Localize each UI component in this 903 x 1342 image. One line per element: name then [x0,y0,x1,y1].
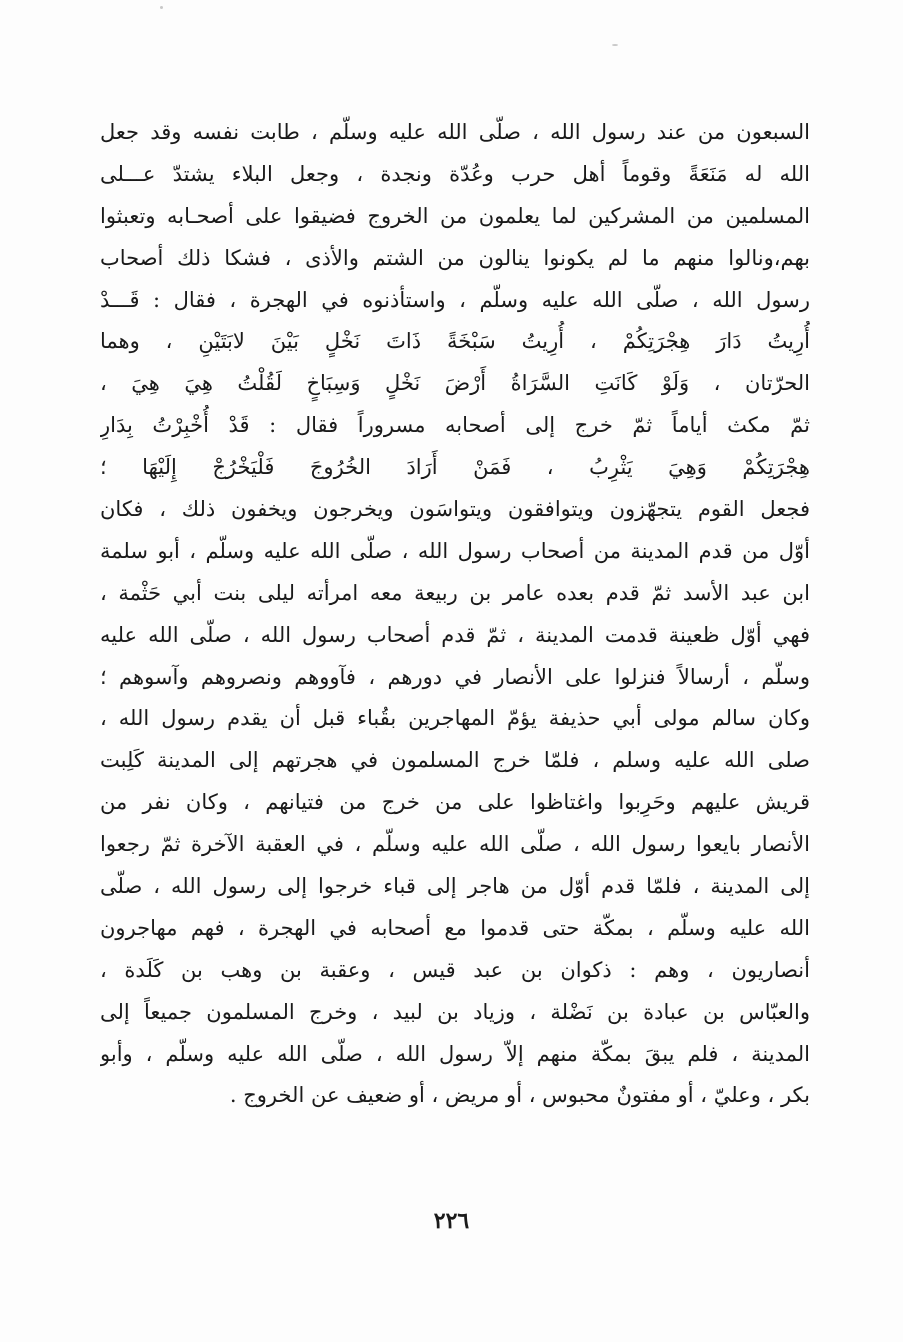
scan-speck [160,6,163,9]
text-line: ابن عبد الأسد ثمّ قدم بعده عامر بن ربيعة معه امرأته ليلى بنت أبي حَثْمة ، [100,580,810,605]
text-line: قريش عليهم وحَرِبوا واغتاظوا على من خرج من فتيانهم ، وكان نفر من [100,790,810,815]
text-line: وكان سالم مولى أبي حذيفة يؤمّ المهاجرين بقُباء قبل أن يقدم رسول الله ، [100,706,810,731]
text-line-last: بكر ، وعليّ ، أو مفتونٌ محبوس ، أو مريض ، أو ضعيف عن الخروج . [229,1083,810,1108]
text-line: وسلّم ، أرسالاً فنزلوا على الأنصار في دورهم ، فآووهم ونصروهم وآسوهم ؛ [100,664,810,689]
scan-speck [612,44,618,46]
text-line: أوّل من قدم المدينة من أصحاب رسول الله ، صلّى الله عليه وسلّم ، أبو سلمة [100,538,810,563]
text-line: الحرّتان ، وَلَوْ كَانَتِ السَّرَاةُ أَرْضَ نَخْلٍ وَسِبَاخٍ لَقُلْتُ هِيَ هِيَ ، [100,371,810,396]
text-line: المدينة ، فلم يبقَ بمكّة منهم إلاّ رسول الله ، صلّى الله عليه وسلّم ، وأبو [100,1041,810,1066]
text-line: رسول الله ، صلّى الله عليه وسلّم ، واستأذنوه في الهجرة ، فقال : قَـــدْ [100,287,810,312]
text-line: صلى الله عليه وسلم ، فلمّا خرج المسلمون في هجرتهم إلى المدينة كَلِبت [100,748,810,773]
text-line: الأنصار بايعوا رسول الله ، صلّى الله عليه وسلّم ، في العقبة الآخرة ثمّ رجعوا [100,832,810,857]
text-line: الله عليه وسلّم ، بمكّة حتى قدموا مع أصحابه في الهجرة ، فهم مهاجرون [100,915,810,940]
page-number: ٢٢٦ [433,1208,470,1234]
body-text [100,112,810,1117]
text-line: الله له مَنَعَةً وقوماً أهل حرب وعُدّة ونجدة ، وجعل البلاء يشتدّ عـــلى [100,161,810,186]
text-line: فهي أوّل ظعينة قدمت المدينة ، ثمّ قدم أصحاب رسول الله ، صلّى الله عليه [100,622,810,647]
text-line: أنصاريون ، وهم : ذكوان بن عبد قيس ، وعقبة بن وهب بن كَلَدة ، [100,957,810,982]
text-line: إلى المدينة ، فلمّا قدم أوّل من هاجر إلى قباء خرجوا إلى رسول الله ، صلّى [100,874,810,899]
text-line: بهم،ونالوا منهم ما لم يكونوا ينالون من الشتم والأذى ، فشكا ذلك أصحاب [100,245,810,270]
text-line: أُرِيتُ دَارَ هِجْرَتِكُمْ ، أُرِيتُ سَبْخَةً ذَاتَ نَخْلٍ بَيْنَ لابَتَيْنِ ، وهما [100,329,810,354]
text-line: فجعل القوم يتجهّزون ويتوافقون ويتواسَون ويخرجون ويخفون ذلك ، فكان [100,497,810,522]
text-line: ثمّ مكث أياماً ثمّ خرج إلى أصحابه مسروراً فقال : قَدْ أُخْبِرْتُ بِدَارِ [100,413,810,438]
text-line: المسلمين من المشركين لما يعلمون من الخروج فضيقوا على أصحـابه وتعبثوا [100,203,810,228]
text-line: هِجْرَتِكُمْ وَهِيَ يَثْرِبُ ، فَمَنْ أَرَادَ الخُرُوجَ فَلْيَخْرُجْ إِلَيْهَا ؛ [100,455,810,480]
text-line: السبعون من عند رسول الله ، صلّى الله عليه وسلّم ، طابت نفسه وقد جعل [100,120,810,144]
text-line: والعبّاس بن عبادة بن نَضْلة ، وزياد بن لبيد ، وخرج المسلمون جميعاً إلى [100,999,810,1024]
